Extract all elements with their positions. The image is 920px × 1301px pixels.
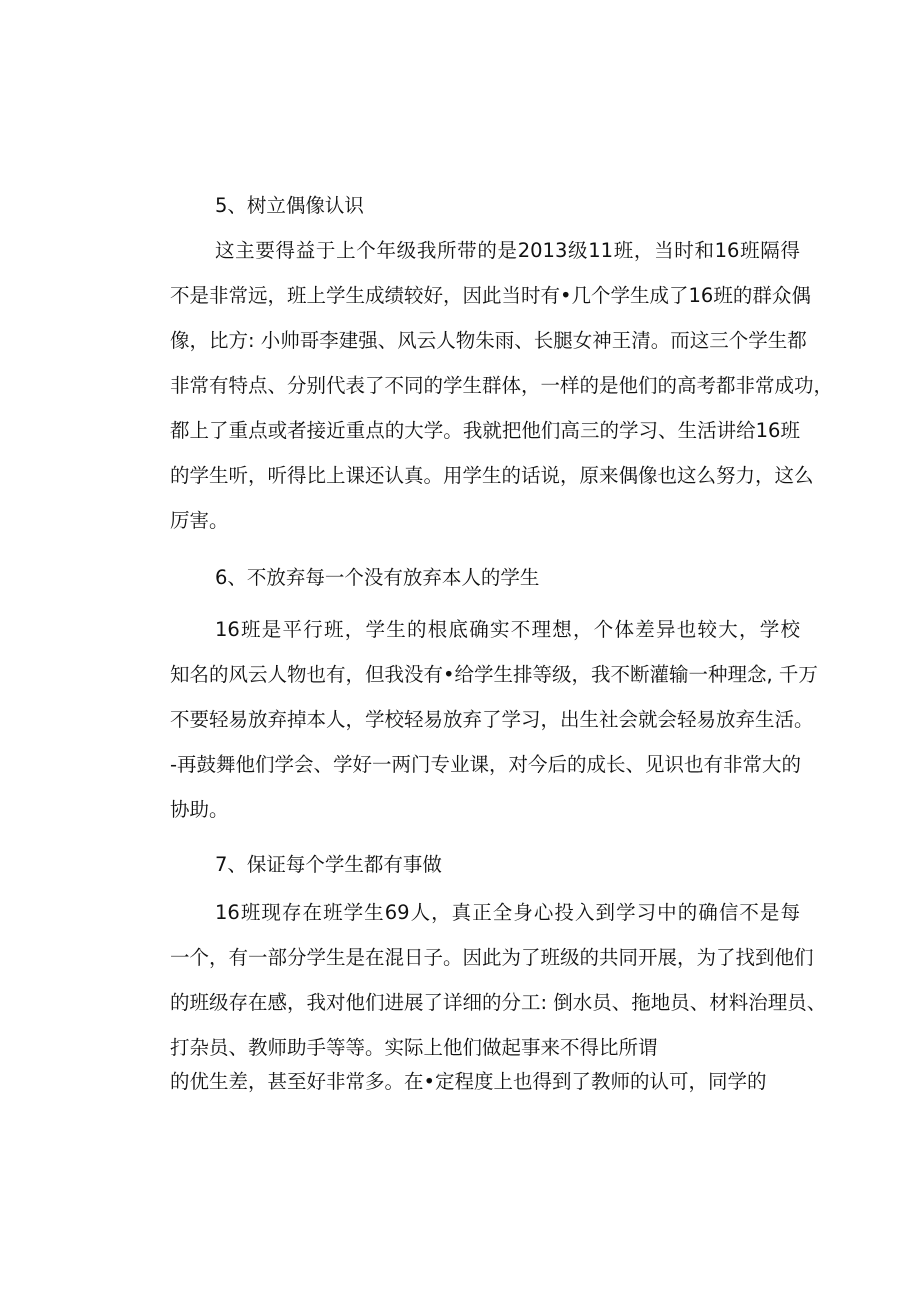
paragraph-line: 的学生听，听得比上课还认真。用学生的话说，原来偶像也这么努力，这么	[170, 464, 814, 487]
paragraph-line: 非常有特点、分别代表了不同的学生群体，一样的是他们的高考都非常成功，	[170, 374, 834, 397]
paragraph-line: 知名的风云人物也有，但我没有•给学生排等级，我不断灌输一种理念, 千万	[170, 663, 818, 686]
paragraph-line: 的班级存在感，我对他们进展了详细的分工: 倒水员、拖地员、材料治理员、	[170, 991, 827, 1014]
section-heading: 5、树立偶像认识	[215, 194, 364, 217]
paragraph-line: 的优生差，甚至好非常多。在•定程度上也得到了教师的认可，同学的	[170, 1070, 767, 1093]
paragraph-line: 协助。	[170, 798, 229, 821]
paragraph-line: 一个，有一部分学生是在混日子。因此为了班级的共同开展，为了找到他们	[170, 946, 814, 969]
paragraph-line: 不是非常远，班上学生成绩较好，因此当时有•几个学生成了16班的群众偶	[170, 284, 811, 307]
section-heading: 7、保证每个学生都有事做	[215, 853, 442, 876]
section-heading: 6、不放弃每一个没有放弃本人的学生	[215, 566, 540, 589]
paragraph-line: 像，比方: 小帅哥李建强、风云人物朱雨、长腿女神王清。而这三个学生都	[170, 329, 807, 352]
paragraph-line: -再鼓舞他们学会、学好一两门专业课，对今后的成长、见识也有非常大的	[170, 753, 802, 776]
paragraph-line: 厉害。	[170, 509, 229, 532]
paragraph-line: 16班是平行班，学生的根底确实不理想，个体差异也较大，学校	[215, 618, 800, 641]
paragraph-line: 不要轻易放弃掉本人，学校轻易放弃了学习，出生社会就会轻易放弃生活。	[170, 708, 814, 731]
paragraph-line: 16班现存在班学生69人，真正全身心投入到学习中的确信不是每	[215, 901, 800, 924]
paragraph-line: 这主要得益于上个年级我所带的是2013级11班，当时和16班隔得	[215, 239, 800, 262]
paragraph-line: 打杂员、教师助手等等。实际上他们做起事来不得比所谓	[170, 1036, 658, 1059]
paragraph-line: 都上了重点或者接近重点的大学。我就把他们高三的学习、生活讲给16班	[170, 419, 800, 442]
